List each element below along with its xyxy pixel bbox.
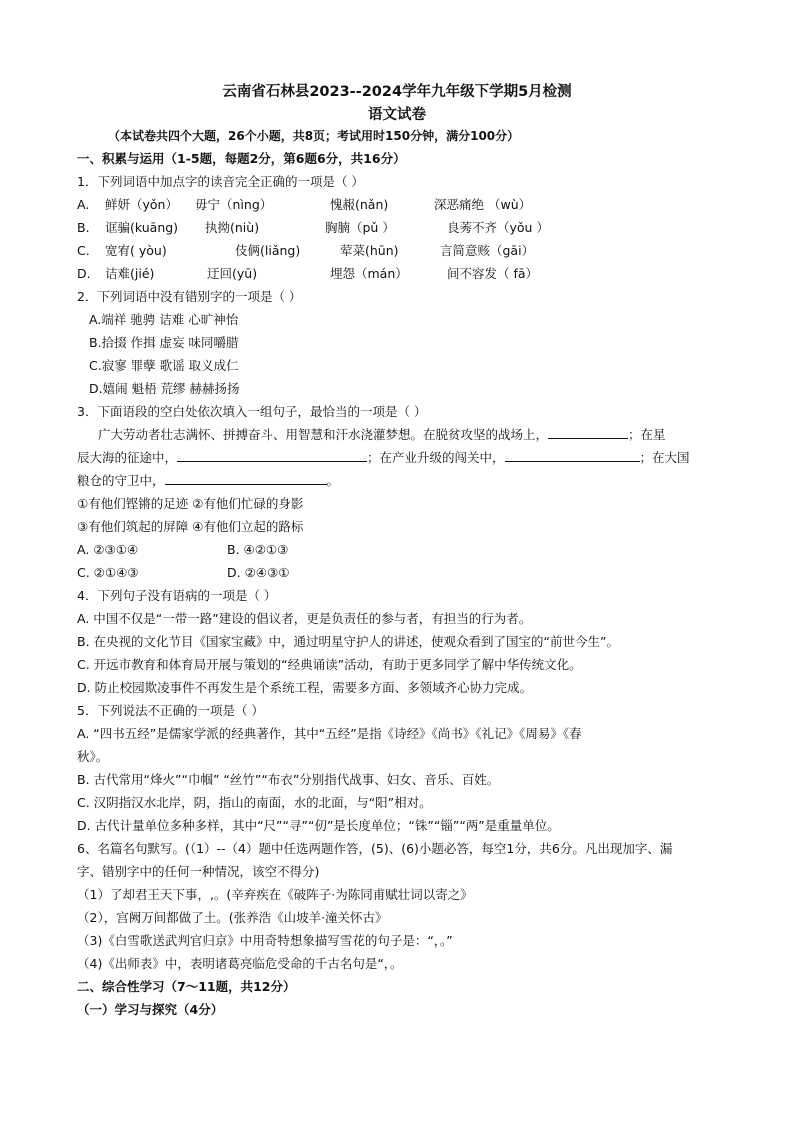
q3-option-c: C. ②①④③ bbox=[77, 565, 139, 580]
q3-paragraph-line1: 广大劳动者壮志满怀、拼搏奋斗、用智慧和汗水浇灌梦想。在脱贫攻坚的战场上， ；在星 bbox=[98, 427, 666, 442]
q4-option-c: C. 开远市教育和体育局开展与策划的“经典诵读”活动，有助于更多同学了解中华传统文化。 bbox=[77, 657, 582, 672]
exam-title: 云南省石林县2023--2024学年九年级下学期5月检测 bbox=[222, 84, 572, 100]
section1-heading: 一、积累与运用（1-5题，每题2分，第6题6分，共16分） bbox=[77, 151, 406, 166]
q2-stem: 2．下列词语中没有错别字的一项是（ ） bbox=[77, 289, 302, 304]
q6-item-3: （3)《白雪歌送武判官归京》中用奇特想象描写雪花的句子是：“，。” bbox=[77, 933, 453, 948]
exam-note: （本试卷共四个大题，26个小题，共8页；考试用时150分钟，满分100分） bbox=[108, 129, 520, 143]
q3-paragraph-line3: 粮仓的守卫中， 。 bbox=[77, 473, 340, 488]
exam-subtitle: 语文试卷 bbox=[368, 107, 426, 123]
q6-item-2: （2），宫阙万间都做了土。(张养浩《山坡羊·潼关怀古》 bbox=[77, 910, 388, 925]
q3-blank-3[interactable] bbox=[505, 449, 640, 462]
q3-blank-1[interactable] bbox=[548, 426, 628, 439]
q5-option-c: C. 汉阴指汉水北岸，阴，指山的南面，水的北面，与“阳”相对。 bbox=[77, 795, 432, 810]
q3-blank-4[interactable] bbox=[165, 472, 327, 485]
q5-option-b: B. 古代常用“烽火”“巾帼” “丝竹”“布衣”分别指代战事、妇女、音乐、百姓。 bbox=[77, 772, 500, 787]
q6-item-1: （1）了却君王天下事，,。(辛弃疾在《破阵子·为陈同甫赋壮词以寄之》 bbox=[77, 887, 473, 902]
q2-option-b: B.拾掇 作揖 虚妄 味同嚼腊 bbox=[89, 335, 239, 350]
section2-subheading: （一）学习与探究（4分） bbox=[77, 1002, 224, 1017]
section2-heading: 二、综合性学习（7～11题，共12分） bbox=[77, 979, 296, 994]
q2-option-d: D.嬉闹 魁梧 荒缪 赫赫扬扬 bbox=[89, 381, 240, 396]
q3-paragraph-line2: 辰大海的征途中， ；在产业升级的闯关中， ；在大国 bbox=[77, 450, 690, 465]
q4-option-a: A. 中国不仅是“一带一路”建设的倡议者，更是负责任的参与者，有担当的行为者。 bbox=[77, 611, 532, 626]
q1-stem: 1．下列词语中加点字的读音完全正确的一项是（ ） bbox=[77, 174, 364, 189]
q3-choices-2: ③有他们筑起的屏障 ④有他们立起的路标 bbox=[77, 519, 304, 534]
q4-stem: 4．下列句子没有语病的一项是（ ） bbox=[77, 588, 277, 603]
q2-option-a: A.端祥 驰骋 诘难 心旷神怡 bbox=[89, 312, 239, 327]
q3-option-a: A. ②③①④ bbox=[77, 542, 139, 557]
q4-option-b: B. 在央视的文化节目《国家宝藏》中，通过明星守护人的讲述，使观众看到了国宝的“前世今生”。 bbox=[77, 634, 619, 649]
q3-option-d: D. ②④③① bbox=[227, 565, 290, 580]
q4-option-d: D. 防止校园欺凌事件不再发生是个系统工程，需要多方面、多领域齐心协力完成。 bbox=[77, 680, 533, 695]
q3-stem: 3．下面语段的空白处依次填入一组句子，最恰当的一项是（ ） bbox=[77, 404, 427, 419]
q5-option-a-line1: A. “四书五经”是儒家学派的经典著作，其中“五经”是指《诗经》《尚书》《礼记》《周易》《春 bbox=[77, 726, 582, 741]
exam-page: 云南省石林县2023--2024学年九年级下学期5月检测 语文试卷 （本试卷共四个大题，26个小题，共8页；考试用时150分钟，满分100分） 一、积累与运用（1-5题，每题2分，第6题6分，共16分） 1．下列词语中加点字的读音完全正确的一项是（ ） A. 鲜妍（yǒn） 毋宁（nìng） 愧赧(nǎn) 深恶痛绝 （wù） B. 诓骗(kuāng) 执拗(niù) 胸腩（pǔ ） 良莠不齐（yǒu ） C. 宽宥( yòu) 伎俩(liǎng) 荤菜(hūn) 言简意赅（gāi） D. 诘难(jié) 迂回(yū) 埋怨（mán） 间不容发（ fā） 2．下列词语中没有错别字的一项是（ ） A.端祥 驰骋 诘难 心旷神怡 B.拾掇 作揖 虚妄 味同嚼腊 C.寂寥 罪孽 歌谣 取义成仁 D.嬉闹 魁梧 荒缪 赫赫扬扬 3．下面语段的空白处依次填入一组句子，最恰当的一项是（ ） 广大劳动者壮志满怀、拼搏奋斗、用智慧和汗水浇灌梦想。在脱贫攻坚的战场上， ；在星 辰大海的征途中， ；在产业升级的闯关中， ；在大国 粮仓的守卫中， 。 ①有他们铿锵的足迹 ②有他们忙碌的身影 ③有他们筑起的屏障 ④有他们立起的路标 A. ②③①④ B. ④②①③ C. ②①④③ D. ②④③① 4．下列句子没有语病的一项是（ ） A. 中国不仅是“一带一路”建设的倡议者，更是负责任的参与者，有担当的行为者。 B. 在央视的文化节目《国家宝藏》中，通过明星守护人的讲述，使观众看到了国宝的“前世今生”。 C. 开远市教育和体育局开展与策划的“经典诵读”活动，有助于更多同学了解中华传统文化。 D. 防止校园欺凌事件不再发生是个系统工程，需要多方面、多领域齐心协力完成。 5．下列说法不正确的一项是（ ） A. “四书五经”是儒家学派的经典著作，其中“五经”是指《诗经》《尚书》《礼记》《周易》《春 秋》。 B. 古代常用“烽火”“巾帼” “丝竹”“布衣”分别指代战事、妇女、音乐、百姓。 C. 汉阴指汉水北岸，阴，指山的南面，水的北面，与“阳”相对。 D. 古代计量单位多种多样，其中“尺”“寻”“仞”是长度单位；“铢”“锱”“两”是重量单位。 6、名篇名句默写。(（1）--（4）题中任选两题作答，(5)、(6)小题必答，每空1分，共6分。凡出现加字、漏 字、错别字中的任何一种情况，该空不得分) （1）了却君王天下事，,。(辛弃疾在《破阵子·为陈同甫赋壮词以寄之》 （2），宫阙万间都做了土。(张养浩《山坡羊·潼关怀古》 （3)《白雪歌送武判官归京》中用奇特想象描写雪花的句子是：“，。” （4)《出师表》中，表明诸葛亮临危受命的千古名句是“，。 二、综合性学习（7～11题，共12分） （一）学习与探究（4分） bbox=[0, 0, 794, 1124]
q6-stem-line2: 字、错别字中的任何一种情况，该空不得分) bbox=[77, 864, 320, 879]
q3-blank-2[interactable] bbox=[177, 449, 367, 462]
q6-stem-line1: 6、名篇名句默写。(（1）--（4）题中任选两题作答，(5)、(6)小题必答，每空1分，共6分。凡出现加字、漏 bbox=[77, 841, 673, 856]
q5-stem: 5．下列说法不正确的一项是（ ） bbox=[77, 703, 264, 718]
q3-choices-1: ①有他们铿锵的足迹 ②有他们忙碌的身影 bbox=[77, 496, 304, 511]
q5-option-a-line2: 秋》。 bbox=[77, 749, 109, 764]
q3-option-b: B. ④②①③ bbox=[227, 542, 289, 557]
q5-option-d: D. 古代计量单位多种多样，其中“尺”“寻”“仞”是长度单位；“铢”“锱”“两”是重量单位。 bbox=[77, 818, 560, 833]
q6-item-4: （4)《出师表》中，表明诸葛亮临危受命的千古名句是“，。 bbox=[77, 956, 403, 971]
q2-option-c: C.寂寥 罪孽 歌谣 取义成仁 bbox=[89, 358, 239, 373]
